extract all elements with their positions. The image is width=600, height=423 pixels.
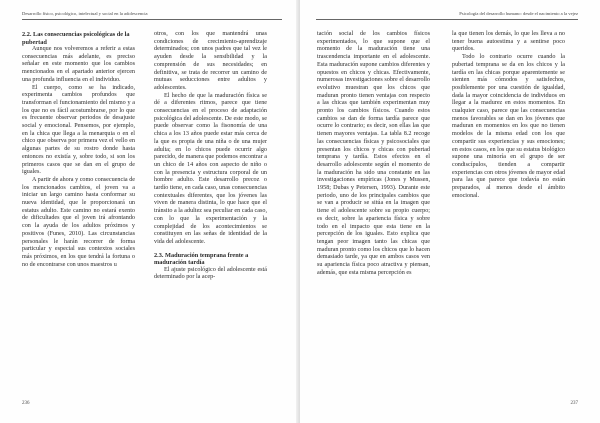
left-page-number: 236 <box>22 401 30 406</box>
paragraph: la que tienen los demás, lo que les lleva a no tener buena autoestima y a sentirse poco queridos. <box>452 31 565 53</box>
right-page <box>300 0 600 423</box>
right-running-header: Psicología del desarrollo humano: desde el nacimiento a la vejez <box>459 11 578 16</box>
left-running-header: Desarrollo físico, psicológico, intelectual y social en la adolescencia <box>22 11 148 16</box>
section-heading-2-2: 2.2. Las consecuencias psicológicas de la pubertad <box>22 31 130 46</box>
section-heading-2-3: 2.3. Maduración temprana frente a maduración tardía <box>154 251 249 267</box>
right-column-2 <box>452 31 565 200</box>
paragraph: A partir de ahora y como consecuencia de los mencionados cambios, el joven va a iniciar un largo camino hasta conformar su nueva identidad, que le proporcionará un estatus adulto. Este camino no estará exento de dificultades que el joven irá afrontando con la ayuda de los adultos próximos y positivos (Funes, 2010). Las circunstancias personales le harán recorrer de forma particular y especial sus contextos sociales más próximos, en los que tendrá la fortuna o no de encontrarse con unos maestros u <box>22 176 135 268</box>
paragraph: otros, con los que mantendrá unas condiciones de crecimiento-aprendizaje determinados; con unos padres que tal vez le ayuden desde la sensibilidad y la comprensión de sus necesidades; en definitiva, se trata de recorrer un camino de mutuas seducciones entre adultos y adolescentes. <box>154 31 267 91</box>
paragraph: tación social de los cambios físicos experimentados, lo que supone que el momento de la maduración tiene una trascendencia importante en el adolescente. Esta maduración supone cambios diferentes y opuestos en chicos y chicas. Efectivamente, numerosas investigaciones sobre el desarrollo evolutivo muestran que los chicos que maduran pronto tienen ventajas con respecto a las chicas que también experimentan muy pronto los cambios físicos. Cuando estos cambios se dan de forma tardía parece que ocurre lo contrario; es decir, son ellas las que tienen mayores ventajas. La tabla 8.2 recoge las consecuencias físicas y psicosociales que presentan los chicos y chicas con pubertad temprana y tardía. Estos efectos en el desarrollo adolescente según el momento de la maduración ha sido una constante en las investigaciones empíricas (Jones y Mussen, 1958; Dubas y Petersen, 1993). Durante este periodo, uno de los principales cambios que se van a producir se sitúa en la imagen que tiene el adolescente sobre su propio cuerpo; es decir, sobre la apariencia física y sobre todo en el impacto que esta tiene en la percepción de los iguales. Esto explica que tengan peor imagen tanto las chicas que maduran pronto como los chicos que lo hacen demasiado tarde, ya que en ambos casos ven su apariencia física poco atractiva y piensan, además, que esta misma percepción es <box>317 31 430 276</box>
right-column-1 <box>317 31 430 278</box>
paragraph: El cuerpo, como se ha indicado, experimenta cambios profundos que transforman el funcionamiento del mismo y a los que no es fácil acostumbrarse, por lo que es frecuente observar periodos de desajuste social y emocional. Pensemos, por ejemplo, en la chica que llega a la menarquia o en el chico que observa por primera vez el vello en algunas partes de su rostro donde hasta entonces no existía y, sobre todo, si son los primeros casos que se dan en el grupo de iguales. <box>22 84 135 176</box>
right-page-number: 237 <box>570 401 578 406</box>
right-header-rule <box>316 19 578 20</box>
left-header-rule <box>22 19 282 20</box>
paragraph: El hecho de que la maduración física se dé a diferentes ritmos, parece que tiene consecuencias en el proceso de adaptación psicológica del adolescente. De este modo, se puede observar como la fisonomía de una chica a los 13 años puede estar más cerca de la que es propia de una niña o de una mujer adulta; en lo chicos puede ocurrir algo parecido, de manera que podemos encontrar a un chico de 14 años con aspecto de niño o con la presencia y estructura corporal de un hombre adulto. Este desarrollo precoz o tardío tiene, en cada caso, unas consecuencias contextuales diferentes, que los jóvenes las viven de manera distinta, lo que hace que el tránsito a la adultez sea peculiar en cada caso, con lo que la experimentación y la complejidad de los acontecimientos se constituyen en las señas de identidad de la vida del adolescente. <box>154 92 267 245</box>
paragraph: El ajuste psicológico del adolescente está determinado por la acep- <box>154 266 267 281</box>
paragraph: Aunque nos volveremos a referir a estas consecuencias más adelante, es preciso señalar en este momento que los cambios mencionados en el apartado anterior ejercen una profunda influencia en el individuo. <box>22 46 135 83</box>
left-column-1 <box>22 31 135 269</box>
left-column-2 <box>154 31 267 282</box>
paragraph: Todo lo contrario ocurre cuando la pubertad temprana se da en los chicos y la tardía en las chicas porque aparentemente se sienten más cómodos y satisfechos, posiblemente por una cuestión de igualdad, dada la mayor coincidencia de individuos en llegar a la madurez en estos momentos. En cualquier caso, parece que las consecuencias menos favorables se dan en los jóvenes que maduran en momentos en los que no tienen modelos de la misma edad con los que compartir sus experiencias y sus emociones; en estos casos, en los que su estatus biológico supone una minoría en el grupo de ser condiscípulos, tienden a compartir experiencias con otros jóvenes de mayor edad para las que parece que todavía no están preparados, al menos desde el ámbito emocional. <box>452 54 565 199</box>
